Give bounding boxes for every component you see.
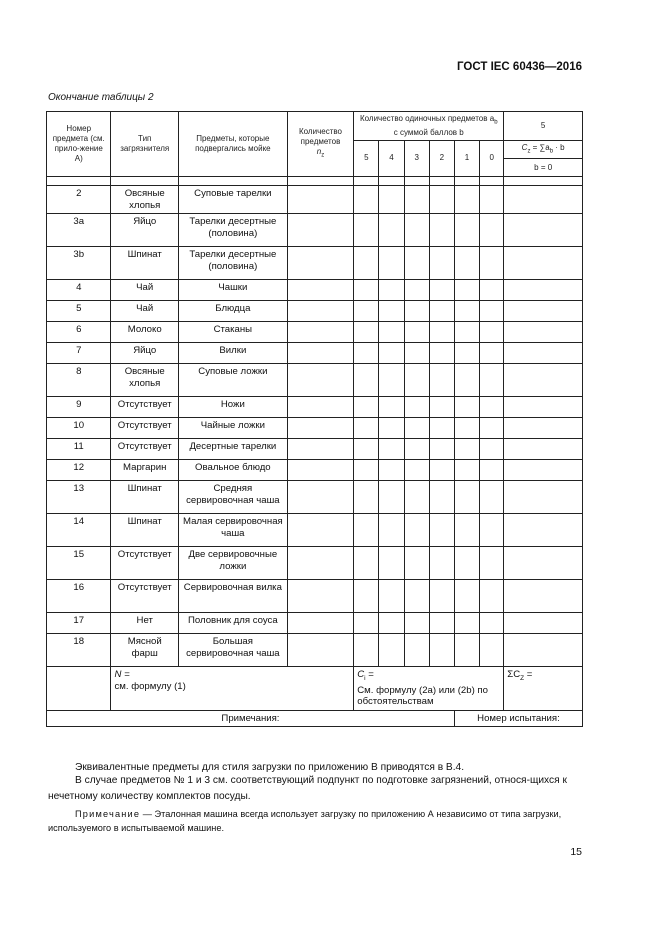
row-item-number: 8	[47, 364, 111, 397]
row-formula-cell	[504, 322, 583, 343]
totals-sum-eq: =	[524, 669, 533, 681]
row-item-number: 10	[47, 418, 111, 439]
row-score-cell	[429, 547, 454, 580]
row-soil-type: Молоко	[111, 322, 178, 343]
score-1: 1	[454, 140, 479, 177]
row-score-cell	[429, 580, 454, 613]
row-score-cell	[404, 322, 429, 343]
row-formula-cell	[504, 343, 583, 364]
row-soil-type: Мясной фарш	[111, 634, 178, 667]
header-b-zero: b = 0	[504, 159, 583, 177]
row-score-cell	[454, 364, 479, 397]
row-score-cell	[454, 547, 479, 580]
formula-sub-z: z	[527, 148, 531, 155]
spacer-cell	[287, 177, 353, 186]
row-score-cell	[379, 634, 404, 667]
row-score-cell	[454, 186, 479, 214]
header-quantity	[287, 112, 353, 177]
row-score-cell	[354, 247, 379, 280]
notes-cell: Примечания:	[47, 710, 455, 727]
row-soil-type: Отсутствует	[111, 397, 178, 418]
row-score-cell	[354, 343, 379, 364]
row-quantity-cell	[287, 547, 353, 580]
row-item-name: Суповые ложки	[178, 364, 287, 397]
table-row	[47, 364, 583, 397]
row-score-cell	[429, 364, 454, 397]
row-score-cell	[429, 514, 454, 547]
totals-row	[47, 667, 583, 710]
table-row	[47, 343, 583, 364]
totals-ci-sub: i	[364, 675, 366, 683]
row-score-cell	[354, 580, 379, 613]
row-item-number: 6	[47, 322, 111, 343]
row-score-cell	[429, 634, 454, 667]
row-quantity-cell	[287, 439, 353, 460]
table-row	[47, 280, 583, 301]
row-score-cell	[480, 247, 504, 280]
paragraph-items-1-3: В случае предметов № 1 и 3 см. соответствующий подпункт по подготовке загрязнений, относя-щихся к нечетному количеству комплектов посуды.	[48, 775, 567, 802]
header-formula	[504, 140, 583, 159]
table-row	[47, 580, 583, 613]
row-soil-type: Яйцо	[111, 214, 178, 247]
formula-sum: = ∑a	[530, 142, 550, 152]
row-soil-type: Маргарин	[111, 460, 178, 481]
row-quantity-cell	[287, 514, 353, 547]
table-row	[47, 301, 583, 322]
row-formula-cell	[504, 481, 583, 514]
formula-times-b: · b	[553, 142, 565, 152]
row-score-cell	[480, 418, 504, 439]
row-formula-cell	[504, 634, 583, 667]
row-score-cell	[480, 301, 504, 322]
row-soil-type: Шпинат	[111, 481, 178, 514]
row-score-cell	[379, 343, 404, 364]
row-score-cell	[379, 247, 404, 280]
row-score-cell	[480, 364, 504, 397]
row-formula-cell	[504, 613, 583, 634]
row-item-name: Ножи	[178, 397, 287, 418]
row-score-cell	[454, 247, 479, 280]
row-formula-cell	[504, 418, 583, 439]
row-soil-type: Овсяные хлопья	[111, 364, 178, 397]
row-score-cell	[404, 634, 429, 667]
row-score-cell	[354, 547, 379, 580]
row-item-name: Чашки	[178, 280, 287, 301]
row-item-name: Большая сервировочная чаша	[178, 634, 287, 667]
row-score-cell	[404, 481, 429, 514]
row-score-cell	[480, 439, 504, 460]
row-score-cell	[379, 186, 404, 214]
header-count-label-a: Количество одиночных предметов a	[359, 114, 495, 123]
row-score-cell	[429, 613, 454, 634]
row-formula-cell	[504, 439, 583, 460]
row-item-name: Десертные тарелки	[178, 439, 287, 460]
header-col5-number: 5	[504, 112, 583, 141]
row-score-cell	[429, 418, 454, 439]
row-item-name: Вилки	[178, 343, 287, 364]
row-score-cell	[429, 343, 454, 364]
row-item-name: Средняя сервировочная чаша	[178, 481, 287, 514]
formula-c: C	[521, 142, 528, 152]
row-score-cell	[354, 481, 379, 514]
row-score-cell	[454, 439, 479, 460]
row-score-cell	[454, 301, 479, 322]
soil-items-table	[46, 111, 583, 727]
header-count-subscript: b	[494, 119, 498, 126]
row-item-number: 9	[47, 397, 111, 418]
totals-ci-note: См. формулу (2a) или (2b) по обстоятельствам	[357, 684, 488, 708]
row-score-cell	[429, 186, 454, 214]
header-count-label-b: с суммой баллов b	[393, 127, 464, 137]
header-spacer-row	[47, 177, 583, 186]
row-score-cell	[404, 186, 429, 214]
spacer-cell	[379, 177, 404, 186]
row-item-name: Малая сервировочная чаша	[178, 514, 287, 547]
row-score-cell	[454, 322, 479, 343]
row-item-name: Сервировочная вилка	[178, 580, 287, 613]
row-score-cell	[429, 280, 454, 301]
header-quantity-symbol: n	[316, 147, 322, 157]
row-score-cell	[454, 613, 479, 634]
row-score-cell	[480, 397, 504, 418]
row-score-cell	[454, 280, 479, 301]
row-quantity-cell	[287, 418, 353, 439]
row-soil-type: Отсутствует	[111, 580, 178, 613]
table-row	[47, 514, 583, 547]
row-score-cell	[404, 460, 429, 481]
score-5: 5	[354, 140, 379, 177]
row-item-number: 5	[47, 301, 111, 322]
row-score-cell	[480, 580, 504, 613]
row-score-cell	[404, 418, 429, 439]
table-row	[47, 214, 583, 247]
spacer-cell	[111, 177, 178, 186]
row-score-cell	[379, 214, 404, 247]
spacer-cell	[178, 177, 287, 186]
row-item-number: 4	[47, 280, 111, 301]
note-label: Примечание	[75, 809, 141, 819]
row-item-name: Половник для соуса	[178, 613, 287, 634]
row-quantity-cell	[287, 481, 353, 514]
row-quantity-cell	[287, 186, 353, 214]
row-score-cell	[354, 280, 379, 301]
row-score-cell	[404, 214, 429, 247]
row-score-cell	[404, 397, 429, 418]
totals-ci-label: C	[357, 669, 365, 681]
row-score-cell	[429, 301, 454, 322]
table-row	[47, 481, 583, 514]
table-row	[47, 439, 583, 460]
row-score-cell	[354, 439, 379, 460]
row-soil-type: Чай	[111, 280, 178, 301]
row-item-number: 3a	[47, 214, 111, 247]
row-score-cell	[404, 514, 429, 547]
spacer-cell	[429, 177, 454, 186]
totals-sum-sub: Z	[520, 675, 525, 683]
row-score-cell	[454, 634, 479, 667]
row-item-number: 2	[47, 186, 111, 214]
row-score-cell	[480, 634, 504, 667]
row-quantity-cell	[287, 460, 353, 481]
score-3: 3	[404, 140, 429, 177]
row-quantity-cell	[287, 397, 353, 418]
row-score-cell	[379, 301, 404, 322]
row-quantity-cell	[287, 634, 353, 667]
row-soil-type: Отсутствует	[111, 547, 178, 580]
row-formula-cell	[504, 514, 583, 547]
row-quantity-cell	[287, 322, 353, 343]
row-score-cell	[404, 364, 429, 397]
totals-sum-cell	[504, 667, 583, 710]
row-soil-type: Овсяные хлопья	[111, 186, 178, 214]
spacer-cell	[480, 177, 504, 186]
row-score-cell	[354, 460, 379, 481]
row-score-cell	[379, 280, 404, 301]
row-score-cell	[379, 514, 404, 547]
score-4: 4	[379, 140, 404, 177]
test-number-cell: Номер испытания:	[454, 710, 582, 727]
row-score-cell	[454, 514, 479, 547]
row-formula-cell	[504, 280, 583, 301]
row-score-cell	[404, 613, 429, 634]
row-score-cell	[404, 301, 429, 322]
row-item-number: 13	[47, 481, 111, 514]
row-item-name: Тарелки десертные (половина)	[178, 214, 287, 247]
row-quantity-cell	[287, 580, 353, 613]
row-score-cell	[379, 460, 404, 481]
row-score-cell	[454, 214, 479, 247]
row-soil-type: Отсутствует	[111, 439, 178, 460]
row-formula-cell	[504, 247, 583, 280]
row-score-cell	[404, 580, 429, 613]
row-score-cell	[379, 364, 404, 397]
page-number: 15	[570, 846, 582, 858]
row-quantity-cell	[287, 214, 353, 247]
notes-row	[47, 710, 583, 727]
totals-n-label: N =	[114, 669, 130, 681]
table-row	[47, 634, 583, 667]
formula-sub-b: b	[549, 148, 554, 155]
table-body	[47, 186, 583, 667]
table-caption: Окончание таблицы 2	[48, 92, 154, 103]
header-quantity-label: Количество предметов	[299, 127, 342, 147]
row-soil-type: Чай	[111, 301, 178, 322]
row-score-cell	[429, 247, 454, 280]
row-score-cell	[429, 439, 454, 460]
table-row	[47, 322, 583, 343]
row-item-name: Две сервировочные ложки	[178, 547, 287, 580]
row-score-cell	[354, 214, 379, 247]
row-score-cell	[379, 322, 404, 343]
row-score-cell	[354, 634, 379, 667]
totals-n-cell	[111, 667, 354, 710]
row-score-cell	[354, 186, 379, 214]
row-score-cell	[379, 397, 404, 418]
row-quantity-cell	[287, 280, 353, 301]
row-score-cell	[454, 418, 479, 439]
spacer-cell	[404, 177, 429, 186]
row-score-cell	[454, 580, 479, 613]
row-soil-type: Нет	[111, 613, 178, 634]
row-score-cell	[354, 322, 379, 343]
row-score-cell	[379, 613, 404, 634]
row-soil-type: Яйцо	[111, 343, 178, 364]
row-item-name: Тарелки десертные (половина)	[178, 247, 287, 280]
row-item-number: 12	[47, 460, 111, 481]
row-score-cell	[354, 514, 379, 547]
row-formula-cell	[504, 214, 583, 247]
row-soil-type: Шпинат	[111, 514, 178, 547]
row-quantity-cell	[287, 301, 353, 322]
row-formula-cell	[504, 186, 583, 214]
row-item-number: 3b	[47, 247, 111, 280]
row-score-cell	[480, 280, 504, 301]
note-text: — Эталонная машина всегда использует загрузку по приложению А независимо от типа загрузки, используемого в испытываемой машине.	[48, 809, 562, 833]
row-score-cell	[404, 343, 429, 364]
table-row	[47, 186, 583, 214]
row-score-cell	[480, 343, 504, 364]
row-score-cell	[404, 439, 429, 460]
row-score-cell	[480, 214, 504, 247]
row-item-name: Овальное блюдо	[178, 460, 287, 481]
row-score-cell	[454, 397, 479, 418]
header-count-group	[354, 112, 504, 141]
row-formula-cell	[504, 364, 583, 397]
row-score-cell	[480, 547, 504, 580]
row-score-cell	[429, 322, 454, 343]
row-score-cell	[480, 460, 504, 481]
row-score-cell	[429, 481, 454, 514]
row-item-number: 14	[47, 514, 111, 547]
spacer-cell	[47, 177, 111, 186]
row-item-number: 15	[47, 547, 111, 580]
note-paragraph	[48, 807, 584, 835]
header-item-no: Номер предмета (см. прило-жение А)	[47, 112, 111, 177]
row-quantity-cell	[287, 364, 353, 397]
row-formula-cell	[504, 460, 583, 481]
row-score-cell	[379, 580, 404, 613]
row-score-cell	[454, 343, 479, 364]
row-score-cell	[454, 460, 479, 481]
row-score-cell	[429, 214, 454, 247]
row-item-number: 7	[47, 343, 111, 364]
row-quantity-cell	[287, 613, 353, 634]
row-formula-cell	[504, 547, 583, 580]
row-formula-cell	[504, 301, 583, 322]
row-score-cell	[480, 186, 504, 214]
row-score-cell	[404, 280, 429, 301]
row-score-cell	[429, 397, 454, 418]
row-score-cell	[404, 547, 429, 580]
row-score-cell	[354, 613, 379, 634]
paragraph-equivalent-items: Эквивалентные предметы для стиля загрузки по приложению В приводятся в В.4.	[75, 762, 465, 773]
totals-ci-cell	[354, 667, 504, 710]
totals-ci-eq: =	[365, 669, 374, 681]
totals-sum-label: ΣC	[507, 669, 521, 681]
totals-empty-cell	[47, 667, 111, 710]
row-score-cell	[404, 247, 429, 280]
row-score-cell	[354, 301, 379, 322]
row-formula-cell	[504, 397, 583, 418]
row-formula-cell	[504, 580, 583, 613]
row-item-number: 18	[47, 634, 111, 667]
spacer-cell	[454, 177, 479, 186]
row-quantity-cell	[287, 247, 353, 280]
spacer-cell	[354, 177, 379, 186]
row-score-cell	[480, 481, 504, 514]
row-item-number: 17	[47, 613, 111, 634]
table-row	[47, 460, 583, 481]
table-row	[47, 397, 583, 418]
score-2: 2	[429, 140, 454, 177]
row-item-name: Блюдца	[178, 301, 287, 322]
row-item-number: 11	[47, 439, 111, 460]
row-score-cell	[454, 481, 479, 514]
row-score-cell	[354, 364, 379, 397]
row-score-cell	[480, 514, 504, 547]
spacer-cell	[504, 177, 583, 186]
table-row	[47, 418, 583, 439]
row-score-cell	[379, 481, 404, 514]
row-item-name: Чайные ложки	[178, 418, 287, 439]
table-row	[47, 613, 583, 634]
row-item-name: Суповые тарелки	[178, 186, 287, 214]
totals-n-note: см. формулу (1)	[114, 680, 186, 692]
row-score-cell	[379, 439, 404, 460]
header-soil-type: Тип загрязнителя	[111, 112, 178, 177]
table-row	[47, 247, 583, 280]
header-items-washed: Предметы, которые подвергались мойке	[178, 112, 287, 177]
row-score-cell	[379, 547, 404, 580]
row-soil-type: Отсутствует	[111, 418, 178, 439]
row-score-cell	[379, 418, 404, 439]
row-score-cell	[354, 418, 379, 439]
row-item-number: 16	[47, 580, 111, 613]
row-quantity-cell	[287, 343, 353, 364]
score-0: 0	[480, 140, 504, 177]
row-item-name: Стаканы	[178, 322, 287, 343]
row-soil-type: Шпинат	[111, 247, 178, 280]
row-score-cell	[354, 397, 379, 418]
table-row	[47, 547, 583, 580]
row-score-cell	[429, 460, 454, 481]
row-score-cell	[480, 322, 504, 343]
row-score-cell	[480, 613, 504, 634]
header-quantity-subscript: z	[321, 152, 325, 159]
document-code: ГОСТ IEC 60436—2016	[457, 61, 582, 73]
